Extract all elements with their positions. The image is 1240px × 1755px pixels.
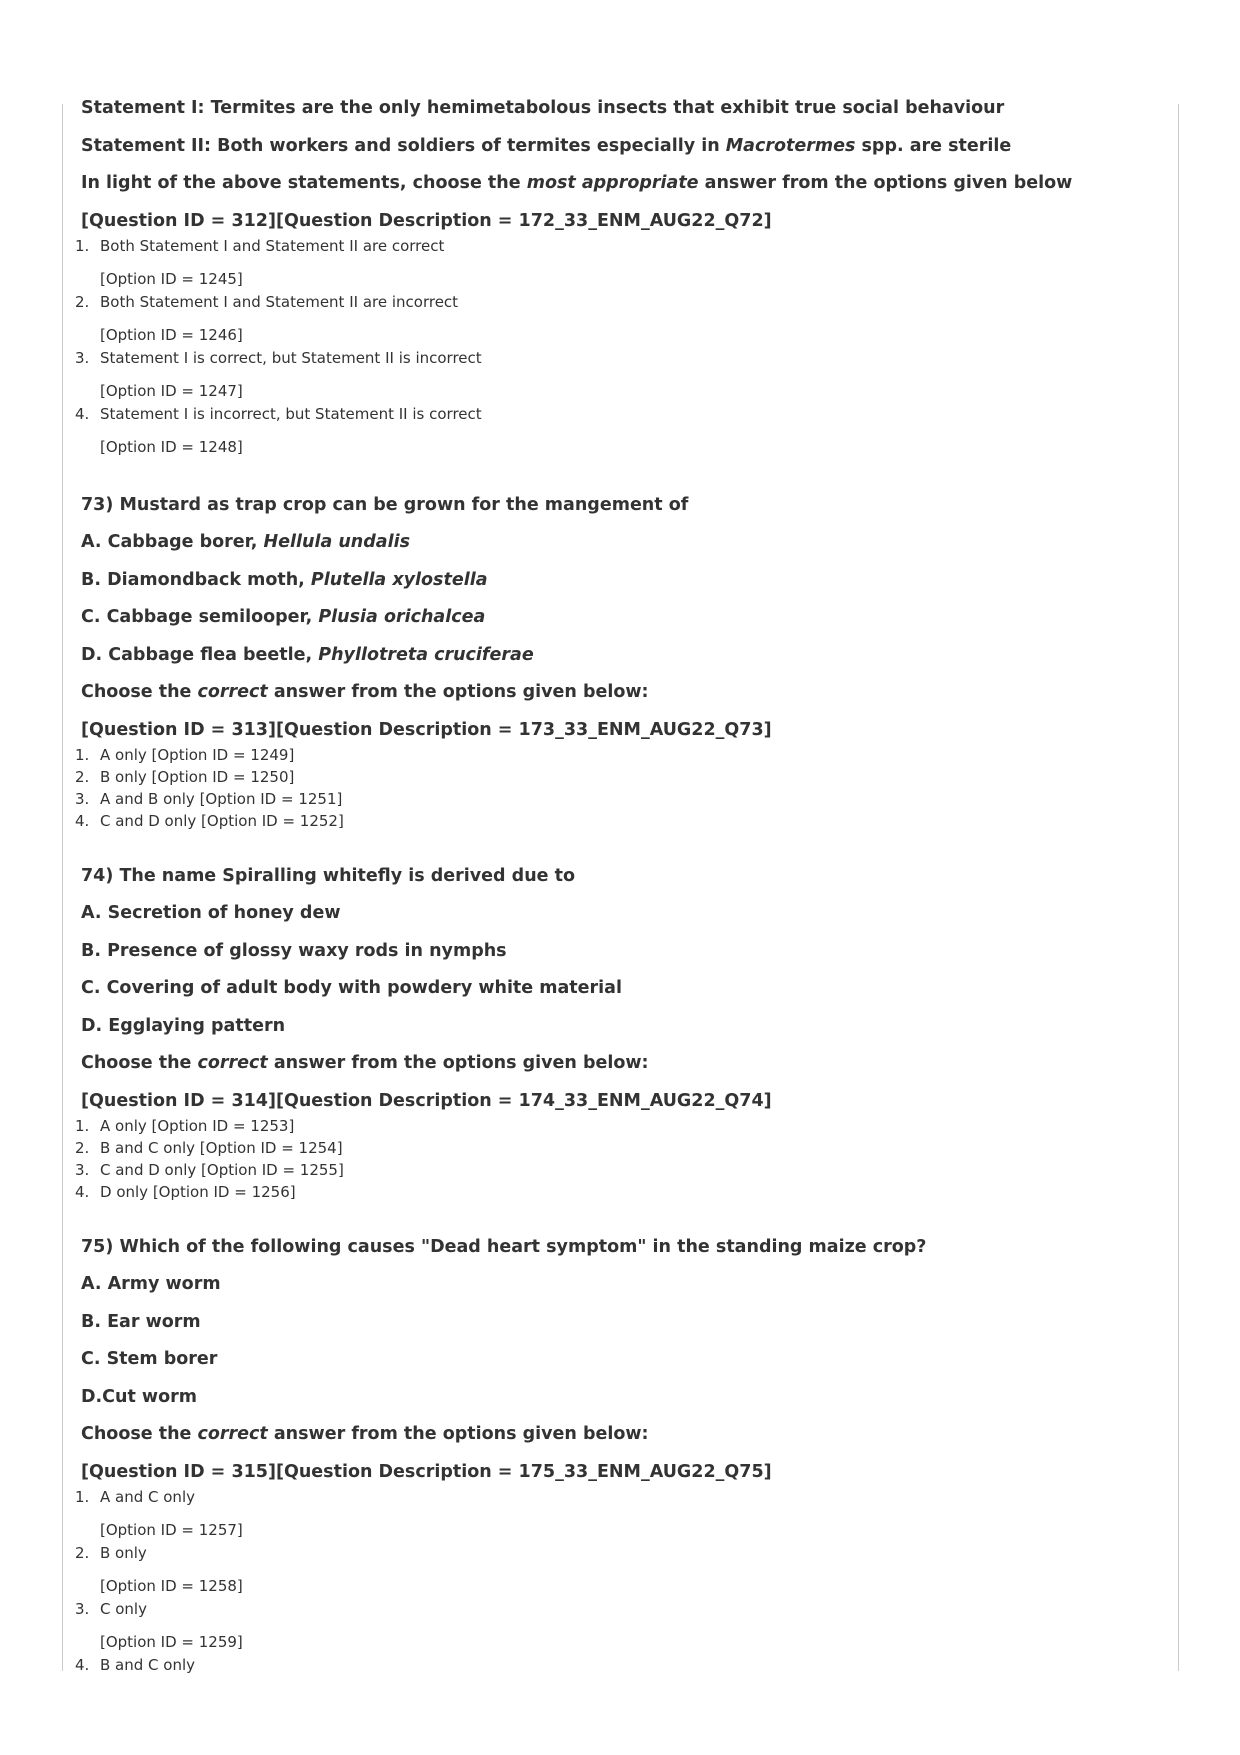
option-item[interactable] [62, 766, 1172, 788]
question-spacer [62, 459, 1172, 495]
options-list [62, 1115, 1172, 1203]
option-number: 2. [75, 1138, 90, 1157]
statement-2-suffix: spp. are sterile [855, 135, 1012, 156]
statement-2 [81, 136, 1172, 174]
option-number: 3. [75, 789, 90, 808]
instruction-emphasis: correct [197, 1053, 268, 1073]
instruction-emphasis: correct [197, 1424, 268, 1444]
option-number: 4. [75, 404, 90, 423]
question-instruction [81, 173, 1172, 211]
question-id-line: [Question ID = 314][Question Description = 174_33_ENM_AUG22_Q74] [81, 1090, 772, 1111]
option-text: A only [Option ID = 1253] [100, 1116, 295, 1135]
option-text: A and B only [Option ID = 1251] [100, 789, 343, 808]
option-id: [Option ID = 1245] [100, 269, 243, 288]
question-title: 75) Which of the following causes "Dead heart symptom" in the standing maize crop? [81, 1236, 927, 1257]
option-text: B only [Option ID = 1250] [100, 767, 295, 786]
question-spacer [62, 1203, 1172, 1237]
option-number: 1. [75, 1487, 90, 1506]
species-name: Plutella xylostella [310, 569, 488, 590]
question-id-line: [Question ID = 312][Question Description = 172_33_ENM_AUG22_Q72] [81, 210, 772, 231]
choice-label: D. Cabbage flea beetle, [81, 644, 319, 665]
question-id-line: [Question ID = 315][Question Description = 175_33_ENM_AUG22_Q75] [81, 1461, 772, 1482]
option-id: [Option ID = 1247] [100, 381, 243, 400]
instruction-suffix: answer from the options given below [698, 173, 1073, 193]
choice-label: B. Diamondback moth, [81, 569, 311, 590]
option-number: 2. [75, 767, 90, 786]
option-id: [Option ID = 1257] [100, 1520, 243, 1539]
option-item[interactable] [62, 403, 1172, 459]
instruction-prefix: In light of the above statements, choose the [81, 173, 527, 193]
question-spacer [62, 832, 1172, 866]
option-text: B and C only [100, 1655, 196, 1674]
right-border-rule [1178, 104, 1179, 1671]
option-item[interactable] [62, 1137, 1172, 1159]
choice-b: B. Presence of glossy waxy rods in nymphs [81, 940, 507, 961]
option-item[interactable] [62, 810, 1172, 832]
choice-b [81, 570, 1172, 608]
option-item[interactable] [62, 291, 1172, 347]
option-item[interactable] [62, 1486, 1172, 1542]
option-text: Both Statement I and Statement II are correct [100, 236, 445, 255]
statement-1: Statement I: Termites are the only hemimetabolous insects that exhibit true social behaviour [81, 98, 1005, 118]
choice-a: A. Secretion of honey dew [81, 903, 341, 923]
option-number: 2. [75, 292, 90, 311]
options-list [62, 744, 1172, 832]
choice-d: D. Egglaying pattern [81, 1015, 286, 1036]
option-item[interactable] [62, 347, 1172, 403]
instruction-emphasis: most appropriate [526, 173, 699, 193]
choice-a: A. Army worm [81, 1274, 221, 1294]
option-number: 4. [75, 1182, 90, 1201]
option-item[interactable] [62, 1598, 1172, 1654]
option-text: C and D only [Option ID = 1255] [100, 1160, 344, 1179]
option-item[interactable] [62, 1115, 1172, 1137]
option-number: 4. [75, 811, 90, 830]
choice-c: C. Covering of adult body with powdery white material [81, 978, 622, 998]
choice-a [81, 532, 1172, 570]
instruction-suffix: answer from the options given below: [267, 682, 649, 702]
instruction-prefix: Choose the [81, 1053, 198, 1073]
option-item[interactable] [62, 1159, 1172, 1181]
choice-c [81, 607, 1172, 645]
option-id: [Option ID = 1258] [100, 1576, 243, 1595]
option-item[interactable] [62, 235, 1172, 291]
species-name: Phyllotreta cruciferae [318, 644, 534, 665]
option-item[interactable] [62, 1181, 1172, 1203]
option-number: 3. [75, 1160, 90, 1179]
option-text: A only [Option ID = 1249] [100, 745, 295, 764]
option-item[interactable] [62, 1654, 1172, 1710]
option-number: 1. [75, 236, 90, 255]
option-text: C only [100, 1599, 147, 1618]
question-instruction [81, 682, 1172, 720]
option-number: 1. [75, 1116, 90, 1135]
instruction-emphasis: correct [197, 682, 268, 702]
choice-label: A. Cabbage borer, [81, 532, 264, 552]
choice-c: C. Stem borer [81, 1349, 218, 1369]
option-id: [Option ID = 1246] [100, 325, 243, 344]
option-number: 1. [75, 745, 90, 764]
question-title: 74) The name Spiralling whitefly is derived due to [81, 865, 575, 886]
instruction-prefix: Choose the [81, 1424, 198, 1444]
question-74 [62, 866, 1172, 1203]
option-number: 2. [75, 1543, 90, 1562]
option-text: Statement I is incorrect, but Statement II is correct [100, 404, 482, 423]
statement-2-genus: Macrotermes [725, 135, 856, 156]
option-item[interactable] [62, 1542, 1172, 1598]
option-text: B only [100, 1543, 147, 1562]
species-name: Plusia orichalcea [318, 607, 486, 627]
option-number: 4. [75, 1655, 90, 1674]
options-list [62, 235, 1172, 459]
option-number: 3. [75, 1599, 90, 1618]
option-id: [Option ID = 1259] [100, 1632, 243, 1651]
option-text: B and C only [Option ID = 1254] [100, 1138, 343, 1157]
option-item[interactable] [62, 744, 1172, 766]
option-number: 3. [75, 348, 90, 367]
question-paper-page [62, 98, 1172, 1710]
question-instruction [81, 1053, 1172, 1091]
instruction-suffix: answer from the options given below: [267, 1424, 649, 1444]
choice-d [81, 645, 1172, 683]
choice-label: C. Cabbage semilooper, [81, 607, 319, 627]
option-text: Both Statement I and Statement II are incorrect [100, 292, 459, 311]
question-75 [62, 1237, 1172, 1710]
question-instruction [81, 1424, 1172, 1462]
option-item[interactable] [62, 788, 1172, 810]
question-73 [62, 495, 1172, 832]
options-list [62, 1486, 1172, 1710]
choice-b: B. Ear worm [81, 1311, 201, 1332]
option-text: D only [Option ID = 1256] [100, 1182, 296, 1201]
species-name: Hellula undalis [263, 532, 411, 552]
option-text: A and C only [100, 1487, 195, 1506]
instruction-suffix: answer from the options given below: [267, 1053, 649, 1073]
instruction-prefix: Choose the [81, 682, 198, 702]
option-text: C and D only [Option ID = 1252] [100, 811, 344, 830]
statement-2-text: Statement II: Both workers and soldiers of termites especially in [81, 135, 726, 156]
question-72 [62, 98, 1172, 459]
option-text: Statement I is correct, but Statement II is incorrect [100, 348, 482, 367]
question-title: 73) Mustard as trap crop can be grown for the mangement of [81, 494, 689, 515]
choice-d: D.Cut worm [81, 1386, 197, 1407]
question-id-line: [Question ID = 313][Question Description = 173_33_ENM_AUG22_Q73] [81, 719, 772, 740]
option-id: [Option ID = 1248] [100, 437, 243, 456]
